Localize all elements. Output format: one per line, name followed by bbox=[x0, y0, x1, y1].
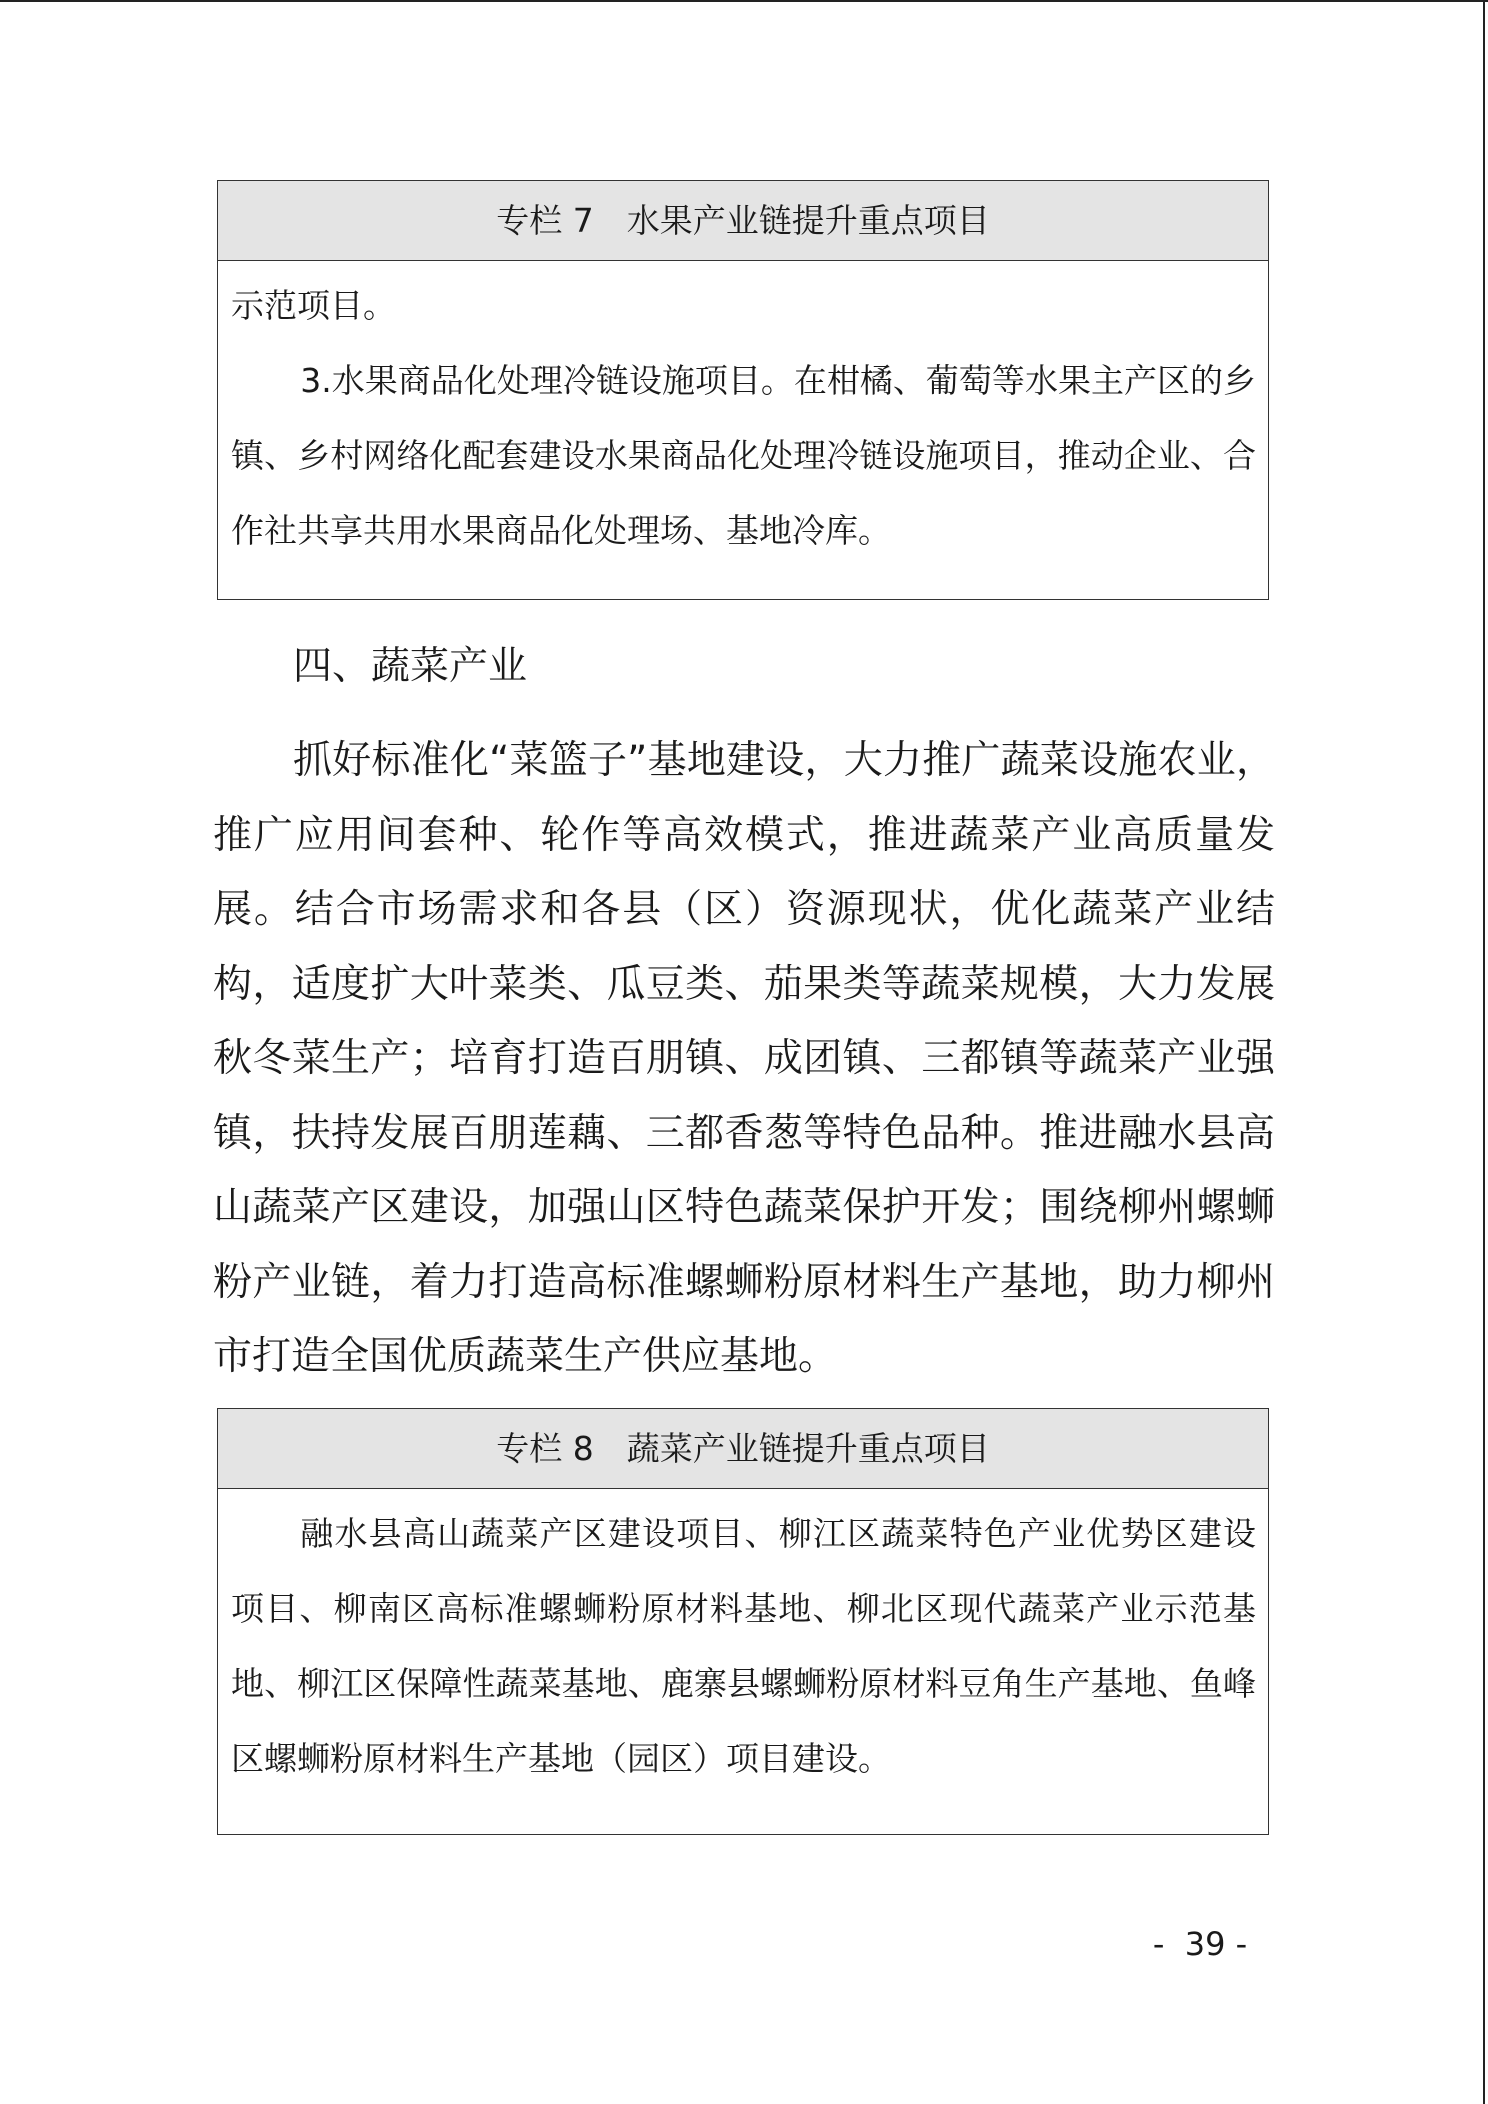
section-heading-vegetables: 四、蔬菜产业 bbox=[293, 644, 528, 689]
column-box-8-body bbox=[218, 1489, 1268, 1796]
page-border-right bbox=[1483, 0, 1485, 2104]
column-box-8 bbox=[217, 1408, 1269, 1835]
column-box-7-item-3: 3.水果商品化处理冷链设施项目。在柑橘、葡萄等水果主产区的乡镇、乡村网络化配套建设水果商品化处理冷链设施项目，推动企业、合作社共享共用水果商品化处理场、基地冷库。 bbox=[231, 361, 1256, 550]
page-border-top bbox=[0, 0, 1488, 2]
column-box-7-body bbox=[218, 261, 1268, 568]
section-body-vegetables: 抓好标准化“菜篮子”基地建设，大力推广蔬菜设施农业，推广应用间套种、轮作等高效模式，推进蔬菜产业高质量发展。结合市场需求和各县（区）资源现状，优化蔬菜产业结构，适度扩大叶菜类、瓜豆类、茄果类等蔬菜规模，大力发展秋冬菜生产；培育打造百朋镇、成团镇、三都镇等蔬菜产业强镇，扶持发展百朋莲藕、三都香葱等特色品种。推进融水县高山蔬菜产区建设，加强山区特色蔬菜保护开发；围绕柳州螺蛳粉产业链，着力打造高标准螺蛳粉原材料生产基地，助力柳州市打造全国优质蔬菜生产供应基地。 bbox=[213, 738, 1275, 1379]
column-box-8-text: 融水县高山蔬菜产区建设项目、柳江区蔬菜特色产业优势区建设项目、柳南区高标准螺蛳粉原材料基地、柳北区现代蔬菜产业示范基地、柳江区保障性蔬菜基地、鹿寨县螺蛳粉原材料豆角生产基地、鱼峰区螺蛳粉原材料生产基地（园区）项目建设。 bbox=[231, 1514, 1256, 1778]
column-box-8-title: 专栏 8 蔬菜产业链提升重点项目 bbox=[218, 1409, 1268, 1489]
column-box-7-continued-text: 示范项目。 bbox=[231, 286, 396, 325]
column-box-7-title: 专栏 7 水果产业链提升重点项目 bbox=[218, 181, 1268, 261]
page-number: - 39 - bbox=[1152, 1925, 1248, 1963]
column-box-7 bbox=[217, 180, 1269, 600]
